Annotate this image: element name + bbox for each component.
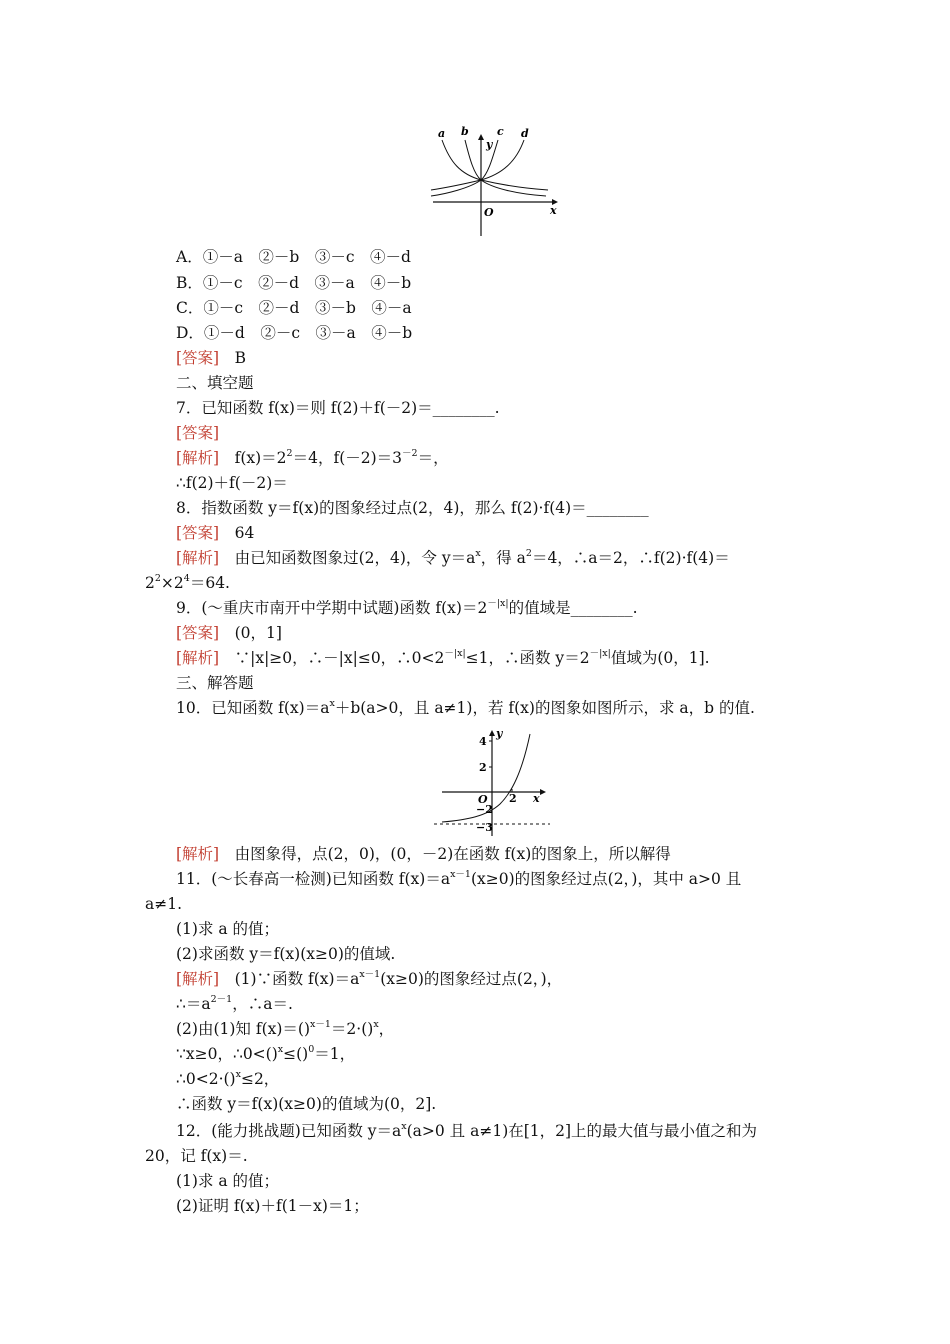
q11-analysis-4 (176, 1044, 355, 1064)
q12-part2: (2)证明 f(x)＋f(1－x)＝1； (176, 1197, 369, 1215)
q11-line2: a≠1. (145, 895, 183, 913)
y-axis-label: y (486, 138, 493, 151)
figure-function-graph (432, 724, 557, 836)
q11-analysis-2 (176, 994, 293, 1014)
q12-sup: x (401, 1121, 407, 1132)
q11-text: 11．(～长春高一检测)已知函数 f(x)＝a (176, 870, 451, 888)
q10-analysis (176, 844, 671, 864)
q11-an4-sup1: x (277, 1044, 284, 1055)
q11-an1-a: (1)∵函数 f(x)＝a (219, 970, 360, 988)
tick-y-neg3: −3 (476, 821, 493, 834)
q11-an1-b: (x≥0)的图象经过点(2，)， (380, 970, 563, 988)
q9-text-b: 的值域是________. (508, 599, 638, 617)
analysis-tag: [解析] (176, 845, 220, 863)
answer-tag: [答案] (176, 349, 220, 367)
q11-sup: x－1 (450, 869, 471, 880)
q11-analysis-5 (176, 1069, 279, 1089)
section-fill-in: 二、填空题 (176, 374, 254, 392)
q11-an4-sup2: 0 (308, 1044, 315, 1055)
q11-part1: (1)求 a 的值； (176, 920, 280, 938)
figure-exponential-curves (428, 122, 563, 238)
q11-an3-b: ＝2·() (330, 1020, 374, 1038)
choice-c: C．①－c ②－d ③－b ④－a (176, 299, 412, 317)
answer-tag: [答案] (176, 624, 220, 642)
q11-an4-c: ＝1， (314, 1045, 356, 1063)
q11-an1-sup: x－1 (359, 969, 381, 980)
q11-an3-sup1: x－1 (310, 1019, 331, 1030)
q8-l2-a: 2 (145, 574, 155, 592)
q8-sup-2: 2 (525, 548, 532, 559)
q9-analysis-b: ≤1，∴函数 y＝2 (465, 649, 590, 667)
q7-analysis-text: f(x)＝2 (219, 449, 287, 467)
q8-analysis-text: 由已知函数图象过(2，4)，令 y＝a (219, 549, 476, 567)
q8-answer-value: 64 (219, 524, 255, 542)
question-10 (176, 698, 755, 718)
q10-sup: x (329, 698, 335, 709)
q11-an3-c: ， (378, 1020, 395, 1038)
origin-label: O (478, 793, 488, 806)
q8-l2-b: ×2 (160, 574, 184, 592)
curve-label-b: b (461, 125, 469, 138)
q6-answer-value: B (219, 349, 246, 367)
y-axis-label: y (496, 727, 503, 740)
q11-analysis-3 (176, 1019, 394, 1039)
q11-an5-b: ≤2， (240, 1070, 280, 1088)
q11-an2-a: ∴＝a (176, 995, 211, 1013)
q8-analysis-text-b: ，得 a (480, 549, 526, 567)
question-11 (176, 869, 741, 889)
choice-a: A．①－a ②－b ③－c ④－d (176, 248, 411, 266)
q9-sup: －|x| (487, 598, 509, 609)
q7-analysis-line2: ∴f(2)＋f(－2)＝ (176, 474, 288, 492)
analysis-tag: [解析] (176, 549, 220, 567)
q9-analysis (176, 648, 710, 668)
q6-answer (176, 348, 246, 368)
q10-analysis-text: 由图象得，点(2，0)，(0，－2)在函数 f(x)的图象上，所以解得 (219, 845, 671, 863)
answer-tag: [答案] (176, 424, 220, 442)
q11-text-b: (x≥0)的图象经过点(2，)，其中 a>0 且 (470, 870, 742, 888)
q11-an2-sup: 2－1 (210, 994, 233, 1005)
q7-analysis-sup: 2 (286, 448, 293, 459)
q8-analysis-line2 (145, 573, 230, 593)
q11-an3-a: (2)由(1)知 f(x)＝() (176, 1020, 311, 1038)
q9-answer (176, 623, 282, 643)
q7-analysis-sup-2: －2 (402, 448, 418, 459)
tick-x-2: 2 (509, 792, 517, 805)
q8-l2-sup1: 2 (154, 573, 161, 584)
q8-sup-x: x (475, 548, 481, 559)
q9-analysis-c: 值域为(0，1]. (610, 649, 710, 667)
x-axis-label: x (533, 792, 540, 805)
q9-analysis-sup2: －|x| (589, 648, 611, 659)
q10-text: 10．已知函数 f(x)＝a (176, 699, 330, 717)
q7-answer (176, 423, 219, 443)
q7-analysis (176, 448, 449, 468)
curve-label-c: c (497, 125, 504, 138)
q11-an5-a: ∴0<2·() (176, 1070, 236, 1088)
tick-y-4: 4 (479, 735, 487, 748)
q8-answer (176, 523, 254, 543)
q11-an3-sup2: x (373, 1019, 379, 1030)
q8-analysis-text-c: ＝4，∴a＝2，∴f(2)·f(4)＝ (531, 549, 730, 567)
question-9 (176, 598, 638, 618)
q9-answer-value: (0，1] (219, 624, 282, 642)
q9-analysis-sup1: －|x| (444, 648, 466, 659)
curve-label-a: a (438, 127, 446, 140)
analysis-tag: [解析] (176, 970, 220, 988)
q8-analysis (176, 548, 730, 568)
q12-text: 12．(能力挑战题)已知函数 y＝a (176, 1122, 402, 1140)
q11-an5-sup: x (235, 1069, 241, 1080)
q11-an4-a: ∵x≥0，∴0<() (176, 1045, 278, 1063)
q11-analysis-1 (176, 969, 562, 989)
q7-analysis-text-2: ＝4，f(－2)＝3 (292, 449, 403, 467)
tick-y-neg2: −2 (476, 803, 493, 816)
q12-part1: (1)求 a 的值； (176, 1172, 280, 1190)
question-12 (176, 1121, 757, 1141)
x-axis-label: x (550, 204, 557, 217)
q9-text: 9．(～重庆市南开中学期中试题)函数 f(x)＝2 (176, 599, 488, 617)
q8-l2-sup2: 4 (183, 573, 190, 584)
answer-tag: [答案] (176, 524, 220, 542)
q12-text-b: (a>0 且 a≠1)在[1，2]上的最大值与最小值之和为 (406, 1122, 758, 1140)
analysis-tag: [解析] (176, 449, 220, 467)
origin-label: O (484, 206, 494, 219)
q9-analysis-a: ∵|x|≥0，∴－|x|≤0，∴0<2 (219, 649, 445, 667)
choice-d: D．①－d ②－c ③－a ④－b (176, 324, 413, 342)
q11-an2-b: ，∴a＝. (232, 995, 293, 1013)
q11-analysis-6: ∴函数 y＝f(x)(x≥0)的值域为(0，2]. (176, 1095, 437, 1113)
q12-line2: 20，记 f(x)＝. (145, 1147, 248, 1165)
analysis-tag: [解析] (176, 649, 220, 667)
q11-an4-b: ≤() (283, 1045, 309, 1063)
tick-y-2: 2 (479, 761, 487, 774)
q11-part2: (2)求函数 y＝f(x)(x≥0)的值域. (176, 945, 396, 963)
q7-analysis-text-3: ＝， (417, 449, 449, 467)
question-8: 8．指数函数 y＝f(x)的图象经过点(2，4)，那么 f(2)·f(4)＝________ (176, 499, 649, 517)
curve-label-d: d (521, 127, 529, 140)
section-answer: 三、解答题 (176, 674, 254, 692)
question-7: 7．已知函数 f(x)＝则 f(2)＋f(－2)＝________. (176, 399, 500, 417)
q8-l2-c: ＝64. (189, 574, 230, 592)
q10-text-b: ＋b(a>0，且 a≠1)，若 f(x)的图象如图所示，求 a，b 的值. (334, 699, 755, 717)
choice-b: B．①－c ②－d ③－a ④－b (176, 274, 412, 292)
